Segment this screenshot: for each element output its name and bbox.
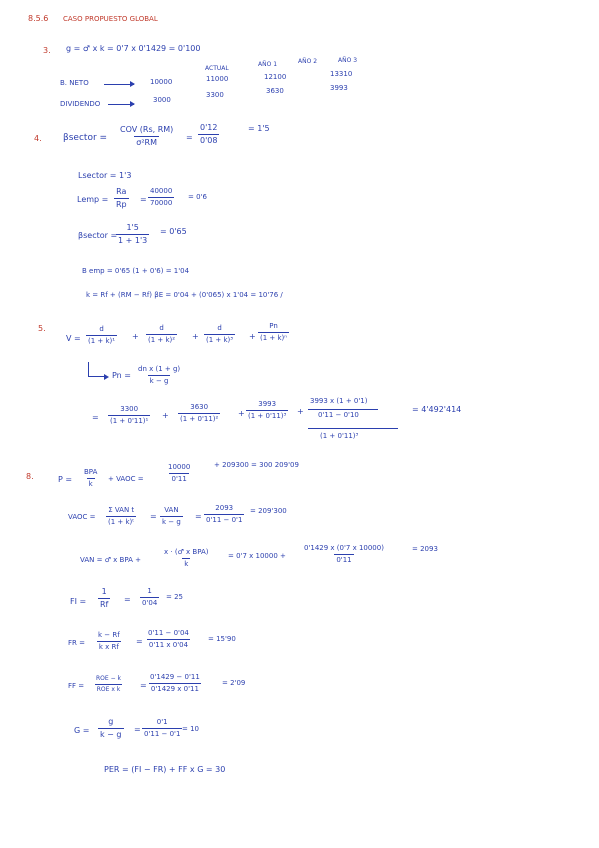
- l-emp-label: Lemp =: [77, 195, 109, 204]
- ff-label: FF =: [68, 682, 85, 690]
- valuation-result: = 4'492'414: [412, 405, 462, 414]
- equals-sign: =: [150, 512, 157, 521]
- denominator: k: [184, 560, 189, 568]
- g-result: = 10: [182, 725, 199, 733]
- equals-sign: =: [140, 195, 147, 204]
- equals-sign: =: [195, 512, 202, 521]
- equals-sign: =: [136, 637, 143, 646]
- pv-fraction-2: [146, 325, 177, 344]
- numerator: 3300: [120, 405, 139, 413]
- equals-sign: =: [186, 133, 193, 142]
- plus-sign: +: [249, 332, 256, 341]
- numerator: 1: [101, 587, 107, 596]
- equals-sign: =: [124, 595, 131, 604]
- equals-sign: =: [92, 413, 99, 422]
- plus-sign: +: [238, 409, 245, 418]
- net-profit-year-3: 13310: [330, 70, 353, 78]
- plus-sign: +: [192, 332, 199, 341]
- arrow-icon: [104, 84, 134, 85]
- numerator: d: [217, 324, 222, 332]
- pv-fraction-1: [86, 326, 117, 345]
- terminal-discount: (1 + 0'11)³: [320, 432, 359, 440]
- denominator: k: [88, 480, 93, 488]
- denominator: 0'11 x 0'04: [148, 641, 189, 649]
- numerator: Ra: [116, 187, 127, 196]
- dividend-year-1: 3300: [206, 91, 224, 99]
- g-fraction: [98, 718, 124, 739]
- net-profit-year-2: 12100: [264, 73, 287, 81]
- dividend-year-3: 3993: [330, 84, 348, 92]
- fr-fraction: [96, 632, 122, 651]
- plus-sign: +: [132, 332, 139, 341]
- per-line: PER = (FI − FR) + FF x G = 30: [104, 765, 226, 774]
- k-cost-line: k = Rf + (RM − Rf) βE = 0'04 + (0'065) x 1'04 = 10'76 /: [86, 291, 283, 299]
- arrow-icon: [88, 362, 107, 377]
- denominator: σ²RM: [136, 138, 158, 147]
- dividend-pv-3: [246, 401, 288, 420]
- van-label: VAN = ♂ x BPA +: [80, 556, 142, 564]
- denominator: ROE x k: [96, 686, 121, 693]
- denominator: 1 + 1'3: [118, 236, 148, 245]
- van-value-fraction: [302, 545, 386, 564]
- plus-sign: +: [297, 407, 304, 416]
- vaoc-result: = 209'300: [250, 507, 287, 515]
- l-emp-fraction: [114, 188, 129, 209]
- denominator: Rf: [100, 600, 109, 609]
- vaoc-sum-fraction: [106, 507, 136, 526]
- denominator: (1 + 0'11)¹: [110, 417, 149, 425]
- numerator: k − Rf: [98, 631, 120, 639]
- denominator: Rp: [116, 200, 127, 209]
- numerator: 0'11 − 0'04: [148, 629, 189, 637]
- beta-unlevered-fraction: [116, 224, 149, 245]
- denominator: (1 + k)ᵗ: [108, 518, 135, 526]
- denominator: (1 + k)²: [148, 336, 176, 344]
- col-year-1: AÑO 1: [258, 61, 278, 68]
- van-result: = 2093: [412, 545, 438, 553]
- beta-unlevered-label: βsector =: [78, 231, 118, 240]
- numerator: BPA: [84, 468, 98, 476]
- numerator: COV (Rs, RM): [120, 125, 174, 134]
- l-sector-value: Lsector = 1'3: [78, 171, 132, 180]
- numerator: VAN: [164, 506, 179, 514]
- numerator: 3993: [258, 400, 277, 408]
- item-number-5: 5.: [38, 324, 46, 333]
- pv-fraction-terminal: [258, 323, 289, 342]
- van-over-kg-fraction: [160, 507, 183, 526]
- numerator: x · (♂ x BPA): [164, 548, 209, 556]
- growth-formula: g = ♂ x k = 0'7 x 0'1429 = 0'100: [66, 44, 201, 53]
- denominator: (1 + 0'11)²: [180, 415, 219, 423]
- denominator: (1 + k)³: [206, 336, 234, 344]
- denominator: 70000: [150, 199, 173, 207]
- numerator: 0'1: [156, 718, 168, 726]
- numerator: ROE − k: [96, 675, 121, 682]
- row-label-dividend: DIVIDENDO: [60, 100, 101, 108]
- beta-cov-fraction: [118, 126, 175, 147]
- item-number-4: 4.: [34, 134, 42, 143]
- equals-sign: =: [140, 681, 147, 690]
- numerator: dn x (1 + g): [138, 365, 181, 373]
- fr-result: = 15'90: [208, 635, 236, 643]
- denominator: k − g: [162, 518, 181, 526]
- numerator: 3630: [190, 403, 209, 411]
- price-label: P =: [58, 475, 73, 484]
- fraction-bar: [308, 409, 378, 410]
- bpa-over-k-fraction: [82, 469, 99, 488]
- fraction-bar: [308, 428, 398, 429]
- denominator: 0'11 − 0'1: [206, 516, 243, 524]
- terminal-value-denominator: 0'11 − 0'10: [318, 411, 359, 419]
- fr-value-fraction: [146, 630, 191, 649]
- numerator: Σ VAN t: [108, 506, 135, 514]
- col-year-2: AÑO 2: [298, 58, 318, 65]
- beta-value-fraction: [198, 124, 219, 145]
- plus-sign: +: [162, 411, 169, 420]
- price-value-fraction: [166, 464, 192, 483]
- l-emp-result: = 0'6: [188, 193, 207, 201]
- van-substitution: = 0'7 x 10000 +: [228, 552, 286, 560]
- numerator: g: [108, 717, 114, 726]
- l-emp-value-fraction: [148, 188, 174, 207]
- net-profit-year-1: 11000: [206, 75, 229, 83]
- section-title: CASO PROPUESTO GLOBAL: [63, 15, 158, 23]
- equals-sign: =: [134, 725, 141, 734]
- numerator: 1: [147, 587, 152, 595]
- denominator: 0'11: [171, 475, 187, 483]
- denominator: 0'11 − 0'1: [144, 730, 181, 738]
- row-label-net-profit: B. NETO: [60, 79, 89, 87]
- numerator: 2093: [215, 504, 234, 512]
- ff-result: = 2'09: [222, 679, 246, 687]
- item-number-3: 3.: [43, 46, 51, 55]
- vaoc-value-fraction: [204, 505, 244, 524]
- numerator: d: [159, 324, 164, 332]
- denominator: 0'1429 x 0'11: [150, 685, 199, 693]
- pn-fraction: [136, 366, 182, 385]
- dividend-pv-2: [178, 404, 220, 423]
- denominator: (1 + 0'11)³: [248, 412, 287, 420]
- numerator: 0'1429 − 0'11: [150, 673, 200, 681]
- beta-unlevered-result: = 0'65: [160, 227, 187, 236]
- numerator: 0'12: [200, 123, 218, 132]
- numerator: Pn: [269, 322, 278, 330]
- numerator: 0'1429 x (0'7 x 10000): [304, 544, 384, 552]
- denominator: 0'11: [336, 556, 352, 564]
- price-result: + 209300 = 300 209'09: [214, 461, 299, 469]
- denominator: k x Rf: [98, 643, 119, 651]
- section-number: 8.5.6: [28, 14, 49, 23]
- denominator: k − g: [100, 730, 122, 739]
- beta-sector-label: βsector =: [63, 133, 108, 143]
- numerator: 40000: [150, 187, 173, 195]
- denominator: (1 + k)¹: [88, 337, 116, 345]
- denominator: (1 + k)ⁿ: [260, 334, 288, 342]
- beta-emp-line: B emp = 0'65 (1 + 0'6) = 1'04: [82, 267, 190, 275]
- fi-label: FI =: [70, 597, 87, 606]
- pn-label: Pn =: [112, 371, 131, 380]
- numerator: 1'5: [126, 223, 139, 232]
- fi-value-fraction: [140, 588, 159, 607]
- fr-label: FR =: [68, 639, 85, 647]
- pv-fraction-3: [204, 325, 235, 344]
- fi-fraction: [98, 588, 110, 609]
- col-actual: ACTUAL: [205, 65, 229, 72]
- arrow-icon: [108, 104, 134, 105]
- fi-result: = 25: [166, 593, 183, 601]
- terminal-value-numerator: 3993 x (1 + 0'1): [310, 397, 368, 405]
- beta-sector-result: = 1'5: [248, 124, 270, 133]
- numerator: d: [99, 325, 104, 333]
- dividend-pv-1: [108, 406, 150, 425]
- denominator: k − g: [149, 377, 169, 385]
- denominator: 0'08: [200, 136, 218, 145]
- v-label: V =: [66, 334, 81, 343]
- plus-vaoc: + VAOC =: [108, 475, 144, 483]
- ff-value-fraction: [148, 674, 202, 693]
- ff-fraction: [94, 676, 123, 693]
- van-fraction: [162, 549, 211, 568]
- vaoc-label: VAOC =: [68, 513, 96, 521]
- item-number-8: 8.: [26, 472, 34, 481]
- dividend-year-2: 3630: [266, 87, 284, 95]
- denominator: 0'04: [142, 599, 158, 607]
- g-label: G =: [74, 726, 90, 735]
- numerator: 10000: [168, 463, 191, 471]
- net-profit-actual: 10000: [150, 78, 173, 86]
- dividend-actual: 3000: [153, 96, 171, 104]
- col-year-3: AÑO 3: [338, 57, 358, 64]
- g-value-fraction: [142, 719, 182, 738]
